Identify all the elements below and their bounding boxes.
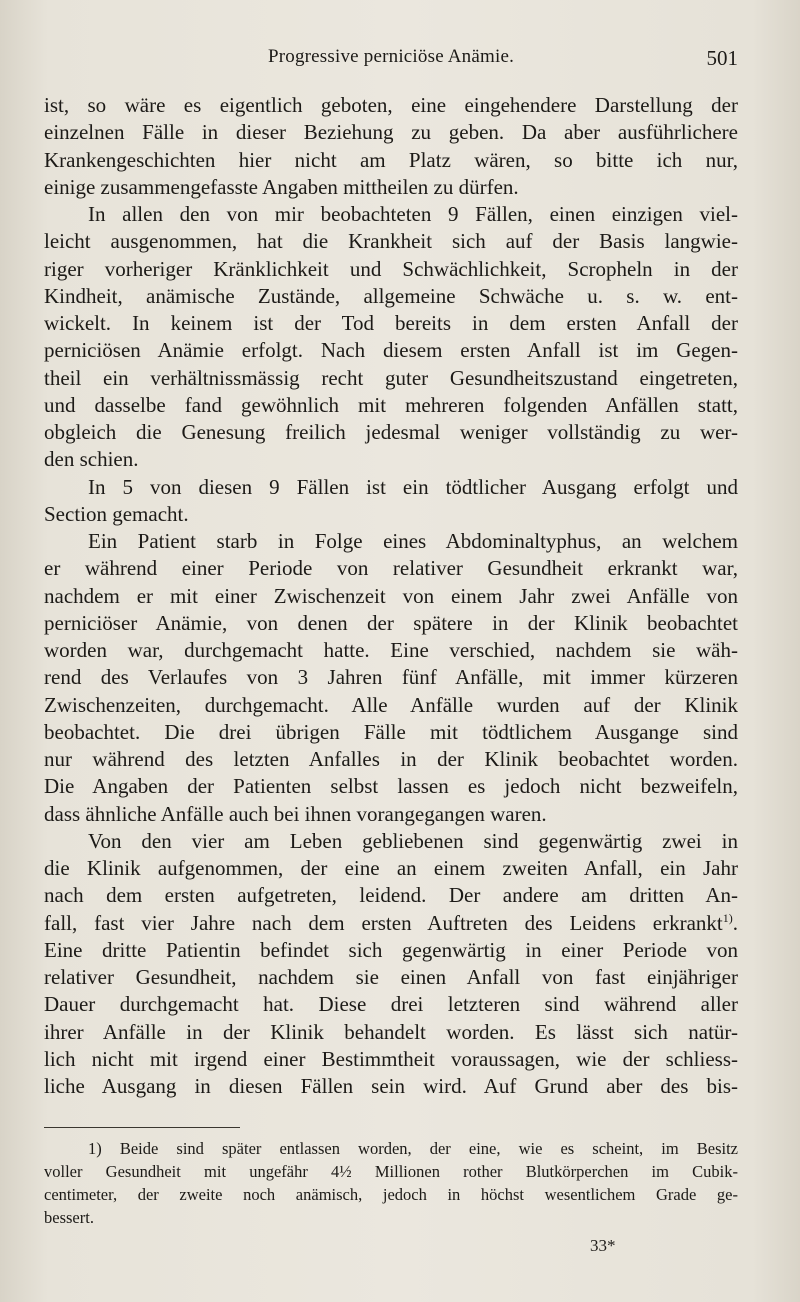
text-line: beobachtet. Die drei übrigen Fälle mit tödtlichem Ausgange sind: [44, 719, 738, 744]
footnote-line: centimeter, der zweite noch anämisch, jedoch in höchst wesentlichem Grade ge-: [44, 1185, 738, 1204]
text-line: wickelt. In keinem ist der Tod bereits in dem ersten Anfall der: [44, 311, 738, 335]
footnote-line: bessert.: [44, 1208, 94, 1227]
text-line: Von den vier am Leben gebliebenen sind gegenwärtig zwei in: [88, 828, 738, 853]
text-line: Die Angaben der Patienten selbst lassen es jedoch nicht bezweifeln,: [44, 774, 738, 799]
text-line: und dasselbe fand gewöhnlich mit mehreren folgenden Anfällen statt,: [44, 392, 738, 417]
running-title: Progressive perniciöse Anämie.: [267, 46, 515, 67]
text-line: Section gemacht.: [44, 501, 189, 526]
text-line: er während einer Periode von relativer Gesundheit erkrankt war,: [44, 556, 738, 581]
text-line: nur während des letzten Anfalles in der Klinik beobachtet worden.: [44, 747, 738, 771]
text-line: In 5 von diesen 9 Fällen ist ein tödtlicher Ausgang erfolgt und: [88, 474, 738, 499]
text-line: Eine dritte Patientin befindet sich gegenwärtig in einer Periode von: [44, 937, 738, 962]
text-line: liche Ausgang in diesen Fällen sein wird. Auf Grund aber des bis-: [44, 1074, 738, 1098]
text-line: In allen den von mir beobachteten 9 Fällen, einen einzigen viel-: [88, 202, 738, 226]
text-line: die Klinik aufgenommen, der eine an einem zweiten Anfall, ein Jahr: [44, 856, 738, 880]
text-line: relativer Gesundheit, nachdem sie einen Anfall von fast einjähriger: [44, 965, 738, 989]
page-header: [44, 46, 738, 76]
signature-mark: 33*: [590, 1236, 616, 1255]
main-text: [44, 92, 738, 1100]
text-line: ihrer Anfälle in der Klinik behandelt worden. Es lässt sich natür-: [44, 1019, 738, 1044]
page-number: 501: [706, 46, 738, 70]
text-line: Ein Patient starb in Folge eines Abdominaltyphus, an welchem: [88, 529, 738, 553]
text-line: rend des Verlaufes von 3 Jahren fünf Anfälle, mit immer kürzeren: [44, 665, 738, 690]
text-line: ist, so wäre es eigentlich geboten, eine eingehendere Darstellung der: [44, 93, 738, 117]
text-line: Krankengeschichten hier nicht am Platz wären, so bitte ich nur,: [44, 147, 738, 172]
text-line: perniciöser Anämie, von denen der spätere in der Klinik beobachtet: [44, 610, 738, 635]
text-line: worden war, durchgemacht hatte. Eine verschied, nachdem sie wäh-: [44, 638, 738, 662]
text-line: nach dem ersten aufgetreten, leidend. Der andere am dritten An-: [44, 883, 738, 908]
text-line: Dauer durchgemacht hat. Diese drei letzteren sind während aller: [44, 992, 738, 1017]
footnote-line: 1) Beide sind später entlassen worden, der eine, wie es scheint, im Besitz: [88, 1139, 738, 1158]
text-line: fall, fast vier Jahre nach dem ersten Auftreten des Leidens erkrankt$^{1)}$.: [44, 910, 738, 935]
text-line: theil ein verhältnissmässig recht guter Gesundheitszustand eingetreten,: [44, 365, 738, 390]
text-line: nachdem er mit einer Zwischenzeit von einem Jahr zwei Anfälle von: [44, 583, 738, 608]
footnote-marker: 1): [722, 910, 733, 925]
text-line: perniciösen Anämie erfolgt. Nach diesem ersten Anfall ist im Gegen-: [44, 338, 738, 363]
footnote-line: voller Gesundheit mit ungefähr 4½ Millionen rother Blutkörperchen im Cubik-: [44, 1162, 738, 1181]
text-line: leicht ausgenommen, hat die Krankheit sich auf der Basis langwie-: [44, 229, 738, 254]
footnotes: [44, 1137, 738, 1229]
text-line: obgleich die Genesung freilich jedesmal weniger vollständig zu wer-: [44, 420, 738, 444]
text-line: Kindheit, anämische Zustände, allgemeine Schwäche u. s. w. ent-: [44, 283, 738, 308]
text-line: dass ähnliche Anfälle auch bei ihnen vorangegangen waren.: [44, 801, 547, 826]
text-line: einzelnen Fälle in dieser Beziehung zu geben. Da aber ausführlichere: [44, 120, 738, 145]
text-line: Zwischenzeiten, durchgemacht. Alle Anfälle wurden auf der Klinik: [44, 692, 738, 717]
text-line: riger vorheriger Kränklichkeit und Schwächlichkeit, Scropheln in der: [44, 256, 738, 281]
text-line: einige zusammengefasste Angaben mittheilen zu dürfen.: [44, 174, 519, 199]
text-line: den schien.: [44, 447, 139, 472]
footnote-rule: [44, 1127, 240, 1128]
text-line: lich nicht mit irgend einer Bestimmtheit voraussagen, wie der schliess-: [44, 1046, 738, 1071]
